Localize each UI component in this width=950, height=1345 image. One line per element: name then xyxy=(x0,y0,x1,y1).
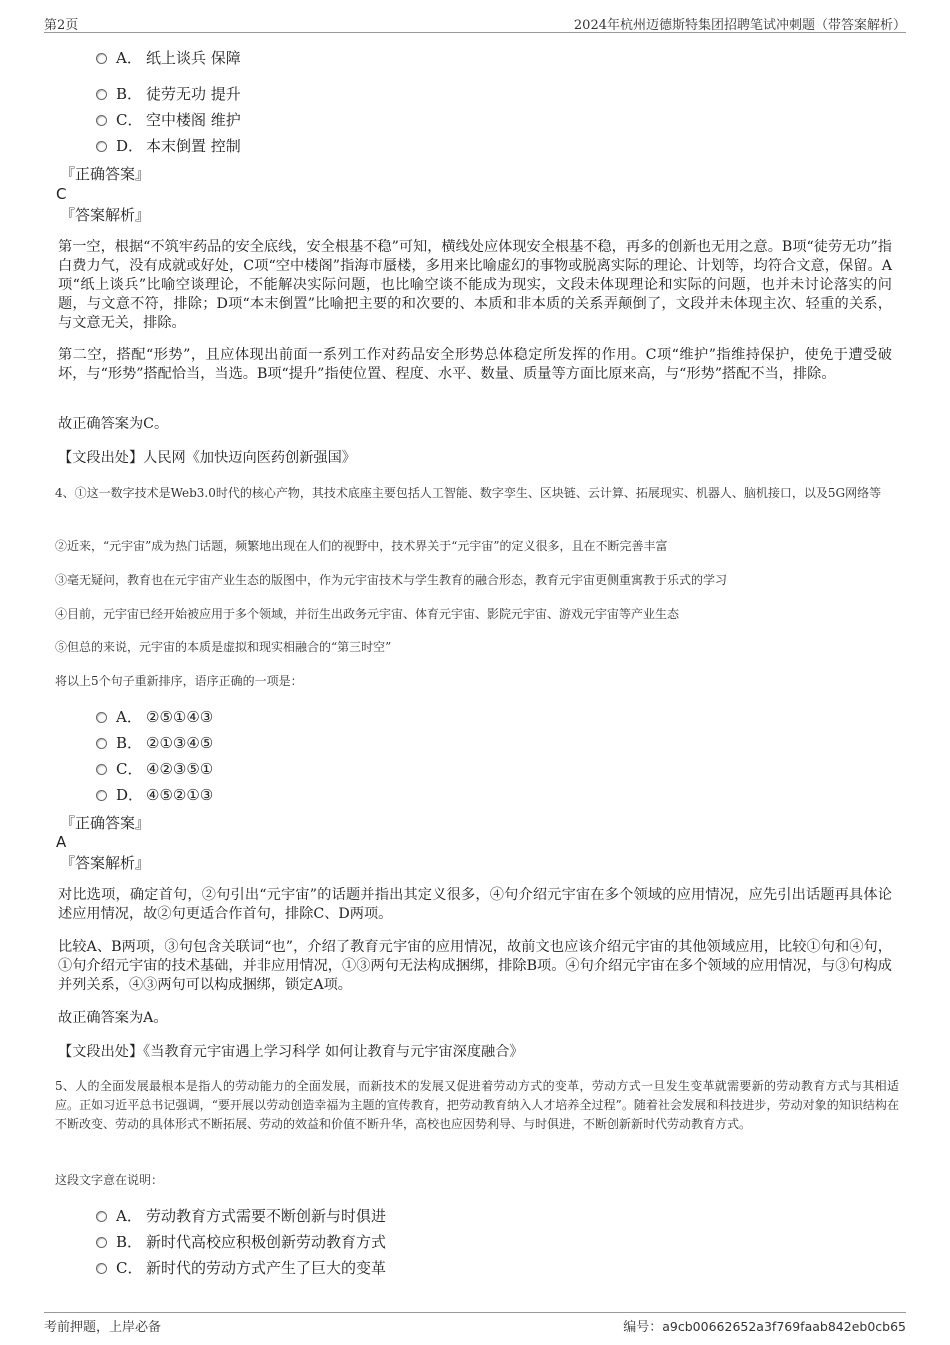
q4-analysis-paragraph-3: 故正确答案为A。 xyxy=(58,1010,168,1026)
q4-sentence-5: ⑤但总的来说，元宇宙的本质是虚拟和现实相融合的“第三时空” xyxy=(55,640,392,654)
q4-option-d[interactable]: D． ④⑤②①③ xyxy=(96,785,213,805)
q4-answer-label: 『正确答案』 xyxy=(60,814,151,832)
radio-icon[interactable] xyxy=(96,1237,107,1248)
radio-icon[interactable] xyxy=(96,738,107,749)
q3-answer-label: 『正确答案』 xyxy=(60,165,151,183)
q3-option-c[interactable]: C． 空中楼阁 维护 xyxy=(96,110,241,130)
q4-analysis-paragraph-2: 比较A、B两项，③句包含关联词“也”，介绍了教育元宇宙的应用情况，故前文也应该介绍元宇宙的其他领域应用，比较①句和④句，①句介绍元宇宙的技术基础，并非应用情况，①③两句无法构成捆绑，排除B项。④句介绍元宇宙在多个领域的应用情况，与③句构成并列关系，④③两句可以构成捆绑，锁定A项。 xyxy=(58,939,892,993)
source-label: 【文段出处】 xyxy=(58,450,144,466)
radio-icon[interactable] xyxy=(96,1211,107,1222)
q4-sentence-1: 4、①这一数字技术是Web3.0时代的核心产物，其技术底座主要包括人工智能、数字孪生、区块链、云计算、拓展现实、机器人、脑机接口，以及5G网络等 xyxy=(55,486,882,500)
source-text: 人民网《加快迈向医药创新强国》 xyxy=(143,450,356,466)
q3-answer: C xyxy=(56,185,67,203)
page-number: 第2页 xyxy=(44,18,79,33)
q3-analysis-paragraph-1: 第一空，根据“不筑牢药品的安全底线，安全根基不稳”可知，横线处应体现安全根基不稳，再多的创新也无用之意。B项“徒劳无功”指白费力气，没有成就或好处，C项“空中楼阁”指海市蜃楼，多用来比喻虚幻的事物或脱离实际的理论、计划等，均符合文意，保留。A项“纸上谈兵”比喻空谈理论，不能解决实际问题，也比喻空谈不能成为现实，文段未体现理论和实际的问题，也并未讨论落实的问题，与文意不符，排除；D项“本末倒置”比喻把主要的和次要的、本质和非本质的关系弄颠倒了，文段并未体现主次、轻重的关系，与文意无关，排除。 xyxy=(58,239,892,331)
radio-icon[interactable] xyxy=(96,764,107,775)
q4-sentence-3: ③毫无疑问，教育也在元宇宙产业生态的版图中，作为元宇宙技术与学生教育的融合形态，教育元宇宙更侧重寓教于乐式的学习 xyxy=(55,573,728,587)
q5-stem: 5、人的全面发展最根本是指人的劳动能力的全面发展，而新技术的发展又促进着劳动方式的变革，劳动方式一旦发生变革就需要新的劳动教育方式与其相适应。正如习近平总书记强调，“要开展以劳动创造幸福为主题的宣传教育，把劳动教育纳入人才培养全过程”。随着社会发展和科技进步，劳动对象的知识结构在不断改变、劳动的具体形式不断拓展、劳动的效益和价值不断升华，高校也应因势利导、与时俱进，不断创新新时代劳动教育方式。 xyxy=(55,1079,899,1131)
q3-analysis-label: 『答案解析』 xyxy=(60,206,151,224)
q5-option-c[interactable]: C． 新时代的劳动方式产生了巨大的变革 xyxy=(96,1258,386,1278)
q5-option-b[interactable]: B． 新时代高校应积极创新劳动教育方式 xyxy=(96,1232,386,1252)
q5-prompt: 这段文字意在说明： xyxy=(55,1173,164,1187)
radio-icon[interactable] xyxy=(96,1263,107,1274)
radio-icon[interactable] xyxy=(96,53,107,64)
q5-option-a[interactable]: A． 劳动教育方式需要不断创新与时俱进 xyxy=(96,1206,386,1226)
page-footer xyxy=(44,1312,906,1337)
q4-option-b[interactable]: B． ②①③④⑤ xyxy=(96,733,213,753)
q4-analysis-paragraph-1: 对比选项，确定首句，②句引出“元宇宙”的话题并指出其定义很多，④句介绍元宇宙在多个领域的应用情况，应先引出话题再具体论述应用情况，故②句更适合作首句，排除C、D两项。 xyxy=(58,887,892,922)
q4-analysis-label: 『答案解析』 xyxy=(60,854,151,872)
source-label: 【文段出处】 xyxy=(58,1044,144,1060)
q3-option-b[interactable]: B． 徒劳无功 提升 xyxy=(96,84,241,104)
radio-icon[interactable] xyxy=(96,89,107,100)
q4-sentence-4: ④目前，元宇宙已经开始被应用于多个领域，并衍生出政务元宇宙、体育元宇宙、影院元宇宙、游戏元宇宙等产业生态 xyxy=(55,607,680,621)
radio-icon[interactable] xyxy=(96,712,107,723)
q4-source xyxy=(58,1043,524,1062)
document-code: 编号：a9cb00662652a3f769faab842eb0cb65 xyxy=(623,1319,906,1335)
q4-prompt: 将以上5个句子重新排序，语序正确的一项是： xyxy=(55,674,303,688)
q3-analysis-paragraph-3: 故正确答案为C。 xyxy=(58,416,169,432)
source-text: 《当教育元宇宙遇上学习科学 如何让教育与元宇宙深度融合》 xyxy=(143,1044,524,1060)
q3-option-d[interactable]: D． 本末倒置 控制 xyxy=(96,136,241,156)
q4-sentence-2: ②近来，“元宇宙”成为热门话题，频繁地出现在人们的视野中，技术界关于“元宇宙”的定义很多，且在不断完善丰富 xyxy=(55,539,668,553)
footer-slogan: 考前押题，上岸必备 xyxy=(44,1320,162,1335)
q3-analysis-paragraph-2: 第二空，搭配“形势”，且应体现出前面一系列工作对药品安全形势总体稳定所发挥的作用。C项“维护”指维持保护，使免于遭受破坏，与“形势”搭配恰当，当选。B项“提升”指使位置、程度、水平、数量、质量等方面比原来高，与“形势”搭配不当，排除。 xyxy=(58,347,892,382)
q3-option-a[interactable]: A． 纸上谈兵 保障 xyxy=(96,48,241,68)
q4-option-c[interactable]: C． ④②③⑤① xyxy=(96,759,213,779)
page-header xyxy=(44,12,906,33)
radio-icon[interactable] xyxy=(96,141,107,152)
radio-icon[interactable] xyxy=(96,115,107,126)
document-title: 2024年杭州迈德斯特集团招聘笔试冲刺题（带答案解析） xyxy=(573,18,906,33)
radio-icon[interactable] xyxy=(96,790,107,801)
q3-source xyxy=(58,449,356,468)
q4-answer: A xyxy=(56,833,67,851)
q4-option-a[interactable]: A． ②⑤①④③ xyxy=(96,707,213,727)
